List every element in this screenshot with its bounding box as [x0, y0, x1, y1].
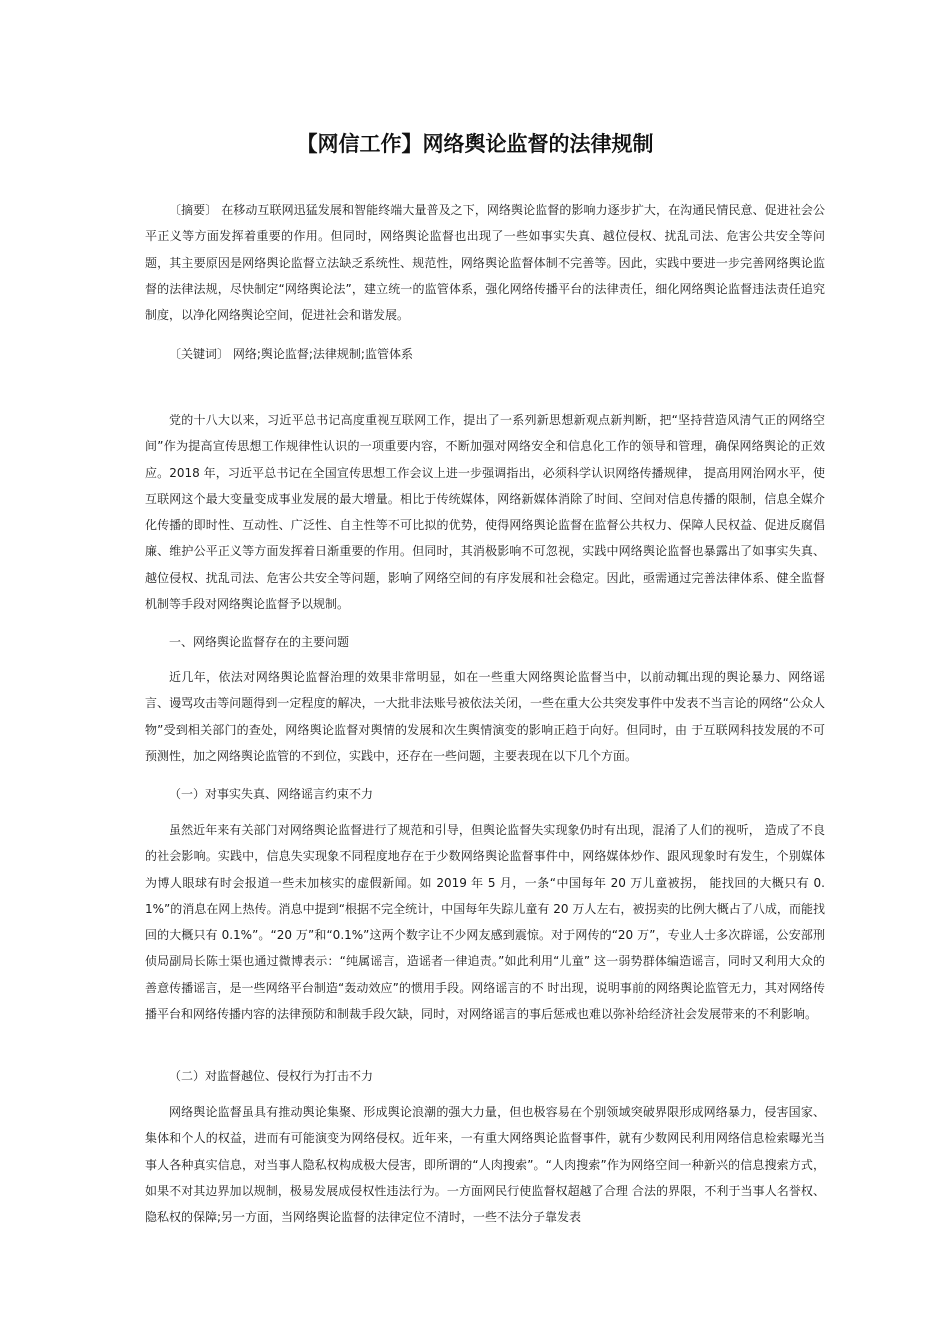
subsection-2-paragraph: 网络舆论监督虽具有推动舆论集聚、形成舆论浪潮的强大力量，但也极容易在个别领域突破界限形成网络暴力，侵害国家、集体和个人的权益，进而有可能演变为网络侵权。近年来，一有重大网络舆论监督事件，就有少数网民利用网络信息检索曝光当事人各种真实信息，对当事人隐私权构成极大侵害，即所谓的“人肉搜索”。“人肉搜索”作为网络空间一种新兴的信息搜索方式，如果不对其边界加以规制，极易发展成侵权性违法行为。一方面网民行使监督权超越了合理 合法的界限，不利于当事人名誉权、隐私权的保障;另一方面，当网络舆论监督的法律定位不清时，一些不法分子靠发表 [145, 1105, 825, 1225]
subsection-heading-1: （一）对事实失真、网络谣言约束不力 [169, 787, 374, 801]
section-heading-1: 一、网络舆论监督存在的主要问题 [169, 635, 350, 649]
keywords-line: 〔关键词〕 网络;舆论监督;法律规制;监管体系 [169, 347, 413, 361]
subsection-1-paragraph: 虽然近年来有关部门对网络舆论监督进行了规范和引导，但舆论监督失实现象仍时有出现，混淆了人们的视听， 造成了不良的社会影响。实践中，信息失实现象不同程度地存在于少数网络舆论监督事件中，网络媒体炒作、跟风现象时有发生，个别媒体为博人眼球有时会报道一些未加核实的虚假新闻。如 2019 年 5 月，一条“中国每年 20 万儿童被拐， 能找回的大概只有 0.1%”的消息在网上热传。消息中提到“根据不完全统计，中国每年失踪儿童有 20 万人左右，被拐卖的比例大概占了八成，而能找回的大概只有 0.1%”。“20 万”和“0.1%”这两个数字让不少网友感到震惊。对于网传的“20 万”，专业人士多次辟谣，公安部刑侦局副局长陈士渠也通过微博表示：“纯属谣言，造谣者一律追责。”如此利用“儿童” 这一弱势群体编造谣言，同时又利用大众的善意传播谣言，是一些网络平台制造“轰动效应”的惯用手段。网络谣言的不 时出现，说明事前的网络舆论监管无力，其对网络传播平台和网络传播内容的法律预防和制裁手段欠缺，同时，对网络谣言的事后惩戒也难以弥补给经济社会发展带来的不利影响。 [145, 823, 825, 1022]
intro-paragraph: 党的十八大以来，习近平总书记高度重视互联网工作，提出了一系列新思想新观点新判断，把“坚持营造风清气正的网络空间”作为提高宣传思想工作规律性认识的一项重要内容，不断加强对网络安全和信息化工作的领导和管理，确保网络舆论的正效应。2018 年，习近平总书记在全国宣传思想工作会议上进一步强调指出，必须科学认识网络传播规律， 提高用网治网水平，使互联网这个最大变量变成事业发展的最大增量。相比于传统媒体，网络新媒体消除了时间、空间对信息传播的限制，信息全媒介化传播的即时性、互动性、广泛性、自主性等不可比拟的优势，使得网络舆论监督在监督公共权力、保障人民权益、促进反腐倡廉、维护公平正义等方面发挥着日渐重要的作用。但同时，其消极影响不可忽视，实践中网络舆论监督也暴露出了如事实失真、越位侵权、扰乱司法、危害公共安全等问题，影响了网络空间的有序发展和社会稳定。因此，亟需通过完善法律体系、健全监督机制等手段对网络舆论监督予以规制。 [145, 413, 825, 612]
abstract-paragraph: 〔摘要〕 在移动互联网迅猛发展和智能终端大量普及之下，网络舆论监督的影响力逐步扩大，在沟通民情民意、促进社会公平正义等方面发挥着重要的作用。但同时，网络舆论监督也出现了一些如事实失真、越位侵权、扰乱司法、危害公共安全等问题，其主要原因是网络舆论监督立法缺乏系统性、规范性，网络舆论监督体制不完善等。因此，实践中要进一步完善网络舆论监督的法律法规，尽快制定“网络舆论法”，建立统一的监管体系，强化网络传播平台的法律责任，细化网络舆论监督违法责任追究制度，以净化网络舆论空间，促进社会和谐发展。 [145, 203, 825, 323]
subsection-heading-2: （二）对监督越位、侵权行为打击不力 [169, 1069, 374, 1083]
section-1-paragraph: 近几年，依法对网络舆论监督治理的效果非常明显，如在一些重大网络舆论监督当中，以前动辄出现的舆论暴力、网络谣言、谩骂攻击等问题得到一定程度的解决，一大批非法账号被依法关闭，一些在重大公共突发事件中发表不当言论的网络“公众人物”受到相关部门的查处，网络舆论监督对舆情的发展和次生舆情演变的影响正趋于向好。但同时，由 于互联网科技发展的不可预测性，加之网络舆论监管的不到位，实践中，还存在一些问题，主要表现在以下几个方面。 [145, 670, 825, 763]
document-title: 【网信工作】网络舆论监督的法律规制 [296, 132, 654, 156]
